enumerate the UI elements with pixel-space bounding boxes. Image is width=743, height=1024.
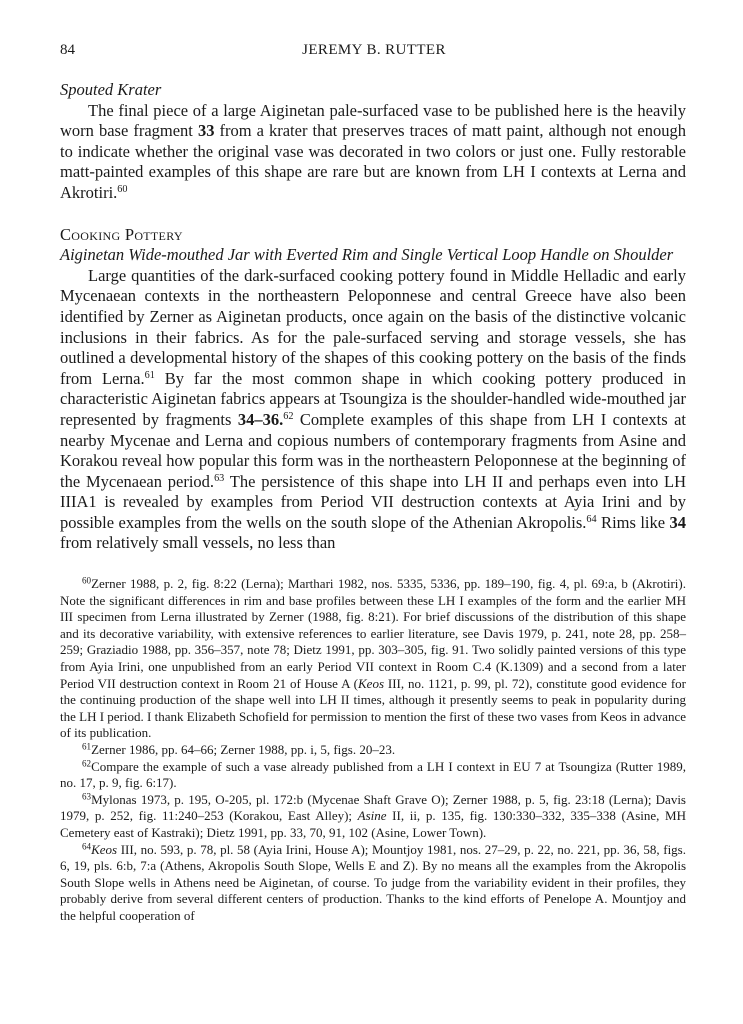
main-text — [60, 80, 686, 554]
footnote-61: $^{61}$Zerner 1986, pp. 64–66; Zerner 1988, pp. i, 5, figs. 20–23. — [82, 741, 396, 757]
paragraph-cooking-pottery: Large quantities of the dark-surfaced cooking pottery found in Middle Helladic and early Mycenaean contexts in the northeastern Peloponnese and central Greece have also been identified by Zerner as Aiginetan products, once again on the basis of the distinctive volcanic inclusions in their fabrics. As for the pale-surfaced serving and storage vessels, she has outlined a developmental history of the shapes of this cooking pottery on the basis of the finds from Lerna.$^{61}$ By far the most common shape in which cooking pottery produced in characteristic Aiginetan fabrics appears at Tsoungiza is the shoulder-handled wide-mouthed jar represented by fragments 34–36.62 Complete examples of this shape from LH I contexts at nearby Mycenae and Lerna and copious numbers of contemporary fragments from Asine and Korakou reveal how popular this form was in the northeastern Peloponnese at the beginning of the Mycenaean period.$^{63}$ The persistence of this shape into LH II and perhaps even into LH IIIA1 is revealed by examples from Period VII destruction contexts at Ayia Irini and by possible examples from the wells on the south slope of the Athenian Akropolis.$^{64}$ Rims like 34 from relatively small vessels, no less than — [60, 265, 687, 553]
footnote-ref-62[interactable]: 62 — [283, 410, 294, 422]
page-number: 84 — [60, 42, 75, 58]
section-heading-spouted-krater: Spouted Krater — [60, 80, 162, 99]
section-heading-cooking-pottery: Cooking Pottery — [60, 224, 183, 244]
footnote-ref-61[interactable]: 61 — [144, 369, 155, 381]
footnotes — [60, 576, 686, 924]
subsection-heading-wide-mouthed-jar: Aiginetan Wide-mouthed Jar with Everted Rim and Single Vertical Loop Handle on Shoulder — [60, 245, 674, 265]
paragraph-spouted-krater: The final piece of a large Aiginetan pale-surfaced vase to be published here is the heavily worn base fragment 33 from a krater that preserves traces of matt paint, although not enough to indicate whether the original vase was decorated in two colors or just one. Fully restorable matt-painted examples of this shape are rare but are known from LH I contexts at Lerna and Akrotiri.$^{60}$ — [60, 100, 686, 202]
fragment-ref-34-36: 34–36. — [237, 409, 284, 429]
fragment-ref-34: 34 — [669, 512, 686, 532]
footnote-ref-64[interactable]: 64 — [586, 513, 597, 525]
footnote-64: $^{64}$Keos III, no. 593, p. 78, pl. 58 (Ayia Irini, House A); Mountjoy 1981, nos. 27–29, p. 22, no. 221, pp. 36, 58, figs. 6, 19, pls. 6:b, 7:a (Athens, Akropolis South Slope, Wells E and Z). By no means all the examples from the Akropolis South Slope wells in Athens need be Aiginetan, of course. To judge from the variability evident in their profiles, they probably derive from several different centers of production. Thanks to the kind efforts of Penelope A. Mountjoy and the helpful cooperation of — [60, 840, 686, 923]
footnote-60: $^{60}$Zerner 1988, p. 2, fig. 8:22 (Lerna); Marthari 1982, nos. 5335, 5336, pp. 189–190, fig. 4, pl. 69:a, b (Akrotiri). Note the significant differences in rim and base profiles between these LH I examples of the form and the earlier MH III specimen from Lerna illustrated by Zerner (1988, fig. 8:21). For brief discussions of the distribution of this shape and its decorative variability, with extensive references to earlier literature, see Davis 1979, p. 241, note 28, pp. 258–259; Graziadio 1988, pp. 356–357, note 78; Dietz 1991, pp. 303–305, fig. 91. Two solidly painted versions of this type from Ayia Irini, one unpublished from an early Period VII context in Room C.4 (K.1309) and a second from a later Period VII destruction context in Room 21 of House A (Keos III, no. 1121, p. 99, pl. 72), constitute good evidence for the continuing production of the shape well into LH II times, although it presently seems to peak in popularity during the LH I period. I thank Elizabeth Schofield for permission to mention the first of these two vases from Keos in advance of its publication. — [60, 575, 686, 741]
running-head: JEREMY B. RUTTER — [302, 42, 446, 58]
page-header — [60, 42, 688, 62]
footnote-ref-63[interactable]: 63 — [214, 472, 225, 484]
footnote-ref-60[interactable]: 60 — [117, 183, 128, 195]
footnote-62: $^{62}$Compare the example of such a vase already published from a LH I context in EU 7 at Tsoungiza (Rutter 1989, no. 17, p. 9, fig. 6:17). — [60, 757, 686, 791]
footnote-63: $^{63}$Mylonas 1973, p. 195, O-205, pl. 172:b (Mycenae Shaft Grave O); Zerner 1988, p. 5, fig. 23:18 (Lerna); Davis 1979, p. 252, fig. 11:240–253 (Korakou, East Alley); Asine II, ii, p. 135, fig. 130:330–332, 335–338 (Asine, MH Cemetery east of Kastraki); Dietz 1991, pp. 33, 70, 91, 102 (Asine, Lower Town). — [60, 791, 686, 840]
fragment-ref-33: 33 — [197, 121, 215, 141]
